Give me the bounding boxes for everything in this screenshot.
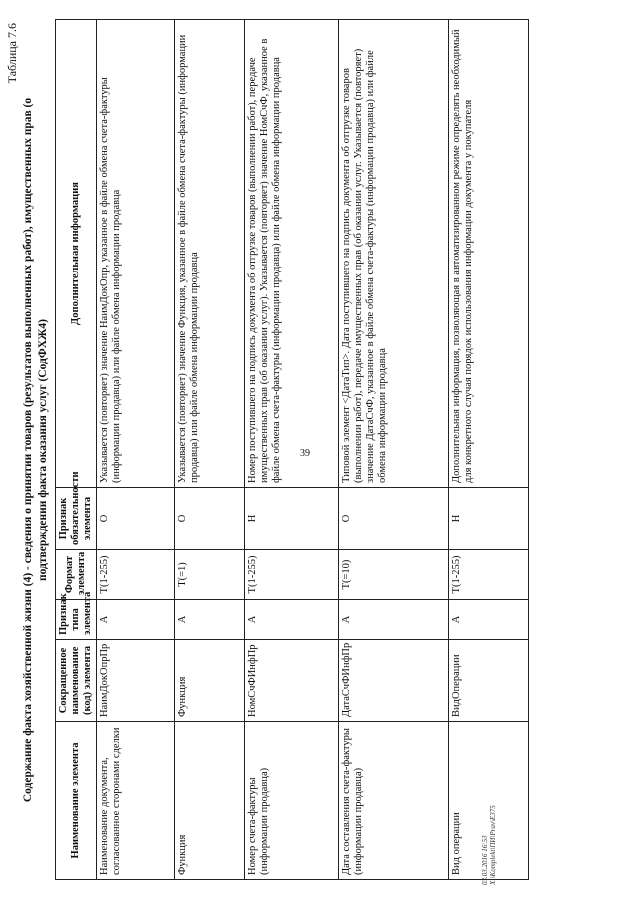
cell-info: Указывается (повторяет) значение Функция, указанное в файле обмена счета-фактуры (информации продавца) или файле обмена информации продавца <box>175 20 245 488</box>
header-element-format: Формат элемента <box>56 550 97 600</box>
cell-type: А <box>449 600 529 640</box>
header-additional-info: Дополнительная информация <box>56 20 97 488</box>
cell-required: Н <box>449 488 529 550</box>
table-row <box>175 20 245 880</box>
table-row <box>97 20 175 880</box>
footer-path: X:\Komplekt\ПИ\Prav\E375 <box>489 805 497 885</box>
table-caption <box>21 15 51 885</box>
cell-name: Вид операции <box>449 722 529 880</box>
cell-info: Указывается (повторяет) значение НаимДокОпр, указанное в файле обмена счета-фактуры (информации продавца) или файле обмена информации продавца <box>97 20 175 488</box>
cell-info: Номер поступившего на подпись документа об отгрузке товаров (выполнении работ), передаче имущественных прав (об оказании услуг). Указывается (повторяет) значение НомСчФ, указанное в файле обмена счета-фактуры (информации продавца) или файле обмена информации продавца <box>245 20 339 488</box>
cell-name: Наименование документа, согласованное сторонами сделки <box>97 722 175 880</box>
page-number: 39 <box>300 448 310 459</box>
cell-type: А <box>97 600 175 640</box>
table-label: Таблица 7.6 <box>5 23 19 84</box>
table-row <box>245 20 339 880</box>
cell-required: О <box>339 488 449 550</box>
caption-line-1: Содержание факта хозяйственной жизни (4) - сведения о принятии товаров (результатов выполненных работ), имущественных прав (о <box>22 97 34 803</box>
cell-type: А <box>339 600 449 640</box>
caption-line-2: подтверждении факта оказания услуг (СодФХЖ4) <box>37 319 49 581</box>
cell-name: Функция <box>175 722 245 880</box>
cell-code: НаимДокОпрПр <box>97 640 175 722</box>
cell-code: Функция <box>175 640 245 722</box>
cell-format: T(=10) <box>339 550 449 600</box>
cell-type: А <box>245 600 339 640</box>
table-row <box>449 20 529 880</box>
cell-info: Типовой элемент <ДатаТип>. Дата поступившего на подпись документа об отгрузке товаров (выполнении работ), передаче имущественных прав (об оказании услуг. Указывается (повторяет) значение ДатаСчФ, указанное в файле обмена счета-фактуры (информации продавца) или файле обмена информации продавца <box>339 20 449 488</box>
file-footer <box>481 805 497 885</box>
table-header-row <box>56 20 97 880</box>
cell-required: О <box>175 488 245 550</box>
cell-required: О <box>97 488 175 550</box>
cell-format: T(1-255) <box>449 550 529 600</box>
cell-code: ДатаСчФИнфПр <box>339 640 449 722</box>
table-row <box>339 20 449 880</box>
footer-timestamp: 03.03.2016 16:53 <box>481 835 489 885</box>
elements-table <box>55 19 529 880</box>
header-element-type: Признак типа элемента <box>56 600 97 640</box>
cell-format: T(1-255) <box>97 550 175 600</box>
cell-name: Дата составления счета-фактуры (информации продавца) <box>339 722 449 880</box>
cell-format: T(=1) <box>175 550 245 600</box>
cell-code: ВидОперации <box>449 640 529 722</box>
header-element-required: Признак обязательности элемента <box>56 488 97 550</box>
cell-format: T(1-255) <box>245 550 339 600</box>
cell-info: Дополнительная информация, позволяющая в автоматизированном режиме определять необходимый для конкретного случая порядок использования информации документа у покупателя <box>449 20 529 488</box>
rotated-page-content <box>5 15 565 885</box>
cell-name: Номер счета-фактуры (информации продавца) <box>245 722 339 880</box>
header-element-code: Сокращенное наименование (код) элемента <box>56 640 97 722</box>
cell-code: НомСчФИнфПр <box>245 640 339 722</box>
cell-required: Н <box>245 488 339 550</box>
cell-type: А <box>175 600 245 640</box>
header-element-name: Наименование элемента <box>56 722 97 880</box>
